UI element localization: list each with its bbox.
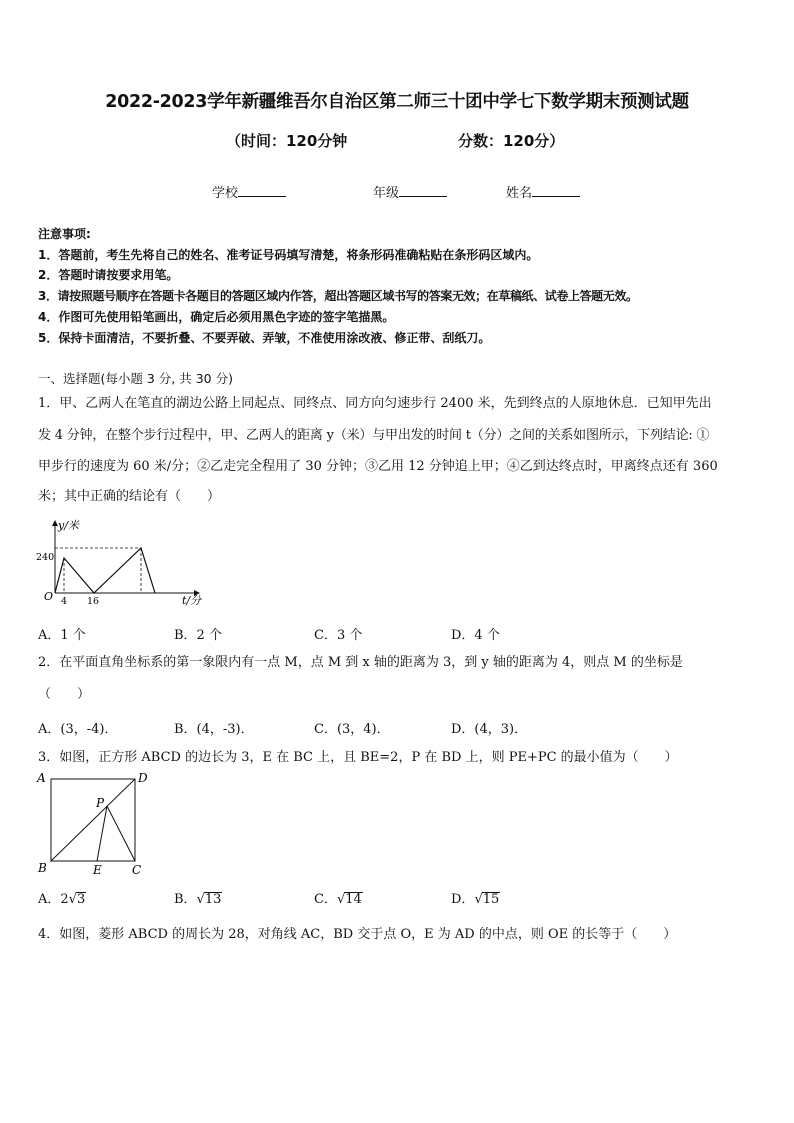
q1-line: 发 4 分钟，在整个步行过程中，甲、乙两人的距离 y（米）与甲出发的时间 t（分）之间的关系如图所示，下列结论: ① (38, 428, 710, 443)
segment-pc (107, 806, 135, 861)
vertex-d-label: D (138, 771, 148, 785)
exam-score: 分数：120分） (458, 132, 565, 150)
q3-option-d (451, 888, 500, 907)
school-blank (238, 184, 286, 197)
distance-curve (55, 548, 155, 593)
x-tick-label: 4 (61, 596, 68, 607)
q4-line: 4．如图，菱形 ABCD 的周长为 28，对角线 AC，BD 交于点 O，E 为 AD 的中点，则 OE 的长等于（ ） (38, 927, 677, 942)
q2-option-a: A．(3，-4)． (38, 722, 118, 737)
option-letter: D． (451, 892, 475, 907)
sqrt-icon: √ (68, 892, 77, 907)
option-letter: C． (314, 892, 337, 907)
grade-field (373, 182, 447, 201)
x-axis-label: t/分 (182, 594, 202, 607)
section-heading: 一、选择题(每小题 3 分, 共 30 分) (38, 371, 233, 386)
vertex-b-label: B (38, 861, 47, 875)
vertex-a-label: A (37, 771, 46, 785)
grade-label: 年级 (373, 186, 400, 201)
q2-option-c: C．(3，4)． (314, 722, 390, 737)
option-letter: A． (38, 892, 61, 907)
radicand: 14 (345, 892, 362, 907)
q1-option-a: A．1 个 (38, 628, 86, 643)
x-tick-label: 16 (87, 596, 100, 607)
sqrt-icon: √ (474, 892, 483, 907)
y-axis-label: y/米 (58, 519, 79, 532)
q1-line: 米；其中正确的结论有（ ） (38, 489, 221, 504)
q1-option-d: D．4 个 (451, 628, 500, 643)
notes-heading: 注意事项: (38, 227, 91, 241)
page-title: 2022-2023学年新疆维吾尔自治区第二师三十团中学七下数学期末预测试题 (105, 92, 689, 112)
exam-time: （时间：120分钟 (226, 132, 348, 150)
name-blank (532, 184, 580, 197)
radicand: 15 (482, 892, 500, 907)
y-tick-label: 240 (36, 552, 55, 563)
q2-option-d: D．(4，3)． (451, 722, 528, 737)
note-item: 1．答题前，考生先将自己的姓名、准考证号码填写清楚，将条形码准确粘贴在条形码区域内。 (38, 248, 539, 262)
q2-line: 2．在平面直角坐标系的第一象限内有一点 M，点 M 到 x 轴的距离为 3，到 y 轴的距离为 4，则点 M 的坐标是 (38, 655, 683, 670)
q3-option-a (38, 888, 86, 907)
grade-blank (399, 184, 447, 197)
name-field (506, 182, 580, 201)
note-item: 2．答题时请按要求用笔。 (38, 268, 179, 282)
diagonal-bd (51, 779, 135, 861)
option-letter: B． (174, 892, 197, 907)
q1-line: 1．甲、乙两人在笔直的湖边公路上同起点、同终点、同方向匀速步行 2400 米，先到终点的人原地休息．已知甲先出 (38, 396, 712, 411)
q1-option-c: C．3 个 (314, 628, 363, 643)
point-p-label: P (96, 796, 105, 810)
vertex-c-label: C (132, 863, 142, 877)
option-coef: 2 (60, 892, 69, 907)
q3-figure (34, 768, 154, 880)
sqrt-icon: √ (196, 892, 205, 907)
q2-option-b: B．(4，-3)． (174, 722, 254, 737)
q3-option-b (174, 888, 222, 907)
note-item: 3．请按照题号顺序在答题卡各题目的答题区域内作答，超出答题区域书写的答案无效；在草稿纸、试卷上答题无效。 (38, 289, 638, 303)
name-label: 姓名 (506, 186, 533, 201)
q2-line: （ ） (38, 687, 91, 702)
q1-graph (34, 518, 214, 610)
radicand: 13 (204, 892, 222, 907)
q1-option-b: B．2 个 (174, 628, 222, 643)
school-field (212, 182, 286, 201)
point-e-label: E (93, 863, 102, 877)
q3-option-c (314, 888, 363, 907)
note-item: 5．保持卡面清洁，不要折叠、不要弄破、弄皱，不准使用涂改液、修正带、刮纸刀。 (38, 331, 491, 345)
q3-line: 3．如图，正方形 ABCD 的边长为 3，E 在 BC 上，且 BE=2，P 在 BD 上，则 PE+PC 的最小值为（ ） (38, 750, 678, 765)
note-item: 4．作图可先使用铅笔画出，确定后必须用黑色字迹的签字笔描黑。 (38, 310, 395, 324)
origin-label: O (44, 590, 54, 603)
radicand: 3 (76, 892, 86, 907)
school-label: 学校 (212, 186, 239, 201)
sqrt-icon: √ (336, 892, 346, 907)
q1-line: 甲步行的速度为 60 米/分；②乙走完全程用了 30 分钟；③乙用 12 分钟追上甲；④乙到达终点时，甲离终点还有 360 (38, 459, 718, 474)
